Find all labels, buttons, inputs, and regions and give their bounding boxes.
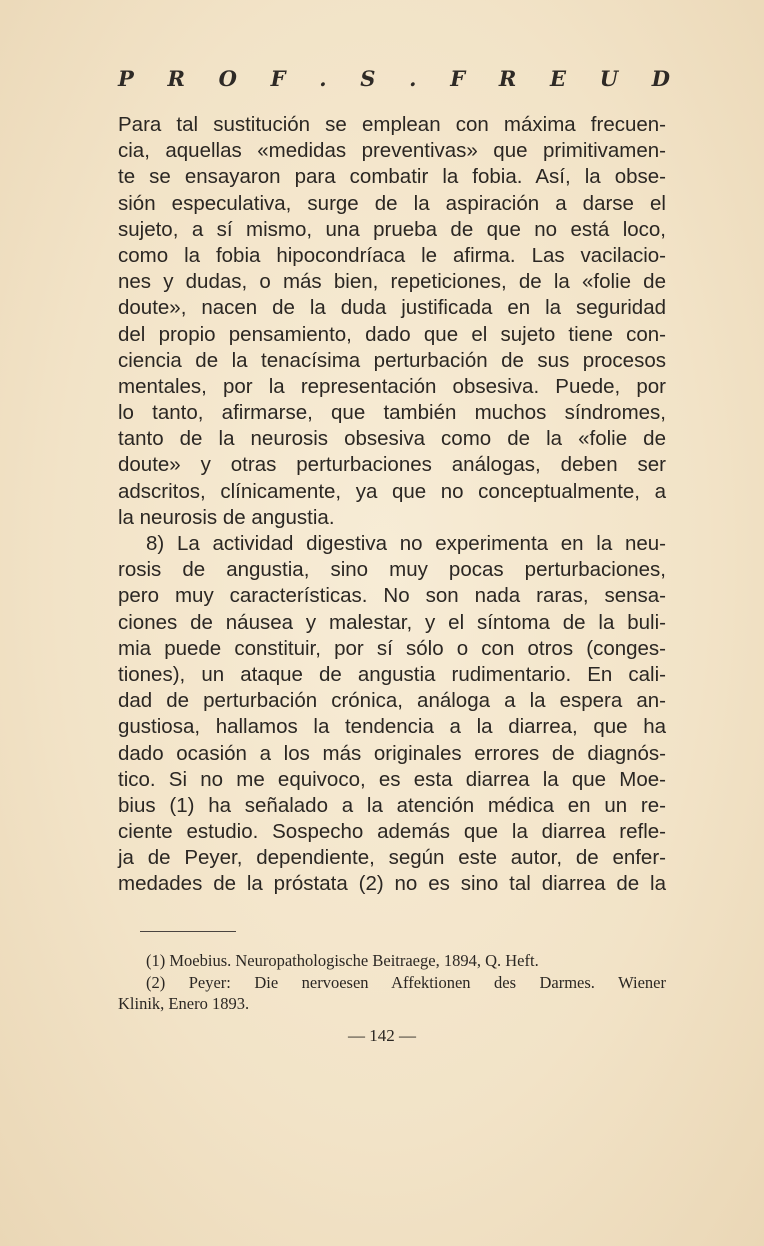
- text-line: gustiosa, hallamos la tendencia a la diarrea, que ha: [118, 715, 666, 739]
- text-line: doute», nacen de la duda justificada en la seguridad: [118, 296, 666, 320]
- text-line: bius (1) ha señalado a la atención médica en un re-: [118, 793, 666, 817]
- text-line: te se ensayaron para combatir la fobia. Así, la obse-: [118, 165, 666, 189]
- text-line: pero muy características. No son nada raras, sensa-: [118, 584, 666, 608]
- text-line: dad de perturbación crónica, análoga a la espera an-: [118, 689, 666, 713]
- text-line: ciente estudio. Sospecho además que la diarrea refle-: [118, 820, 666, 844]
- footnote-2: (2) Peyer: Die nervoesen Affektionen des Darmes. Wiener: [146, 972, 666, 992]
- running-head-letter: U: [599, 66, 619, 91]
- text-line: sión especulativa, surge de la aspiración a darse el: [118, 191, 666, 215]
- running-head-letter: F: [450, 66, 466, 91]
- page-number: — 142 —: [348, 1026, 416, 1045]
- text-line: adscritos, clínicamente, ya que no conceptualmente, a: [118, 479, 666, 503]
- running-head-letter: F: [270, 66, 286, 91]
- running-head-letter: E: [549, 66, 566, 91]
- text-line: rosis de angustia, sino muy pocas perturbaciones,: [118, 558, 666, 582]
- text-line: lo tanto, afirmarse, que también muchos síndromes,: [118, 401, 666, 425]
- text-line: Para tal sustitución se emplean con máxima frecuen-: [118, 113, 666, 136]
- text-line: medades de la próstata (2) no es sino tal diarrea de la: [118, 872, 666, 896]
- running-head-letter: D: [651, 66, 670, 91]
- text-line: 8) La actividad digestiva no experimenta en la neu-: [146, 532, 666, 555]
- text-line: del propio pensamiento, dado que el sujeto tiene con-: [118, 322, 666, 346]
- running-head-letter: S: [360, 66, 376, 91]
- running-head-letter: .: [409, 66, 417, 91]
- text-line: mentales, por la representación obsesiva. Puede, por: [118, 374, 666, 398]
- text-line: tanto de la neurosis obsesiva como de la «folie de: [118, 427, 666, 451]
- running-head-letter: O: [218, 66, 237, 91]
- text-line: sujeto, a sí mismo, una prueba de que no está loco,: [118, 217, 666, 241]
- footnote-2-continuation: Klinik, Enero 1893.: [118, 994, 250, 1013]
- text-line: la neurosis de angustia.: [118, 505, 335, 529]
- text-line: nes y dudas, o más bien, repeticiones, de la «folie de: [118, 270, 666, 294]
- running-head: [118, 66, 670, 91]
- text-line: ciones de náusea y malestar, y el síntoma de la buli-: [118, 610, 666, 634]
- running-head-letter: R: [167, 66, 185, 91]
- text-line: dado ocasión a los más originales errores de diagnós-: [118, 741, 666, 765]
- text-line: como la fobia hipocondríaca le afirma. Las vacilacio-: [118, 243, 666, 267]
- body-text: [118, 112, 666, 898]
- running-head-letter: .: [319, 66, 327, 91]
- text-line: mia puede constituir, por sí sólo o con otros (conges-: [118, 636, 666, 660]
- running-head-letter: R: [498, 66, 517, 91]
- text-line: tico. Si no me equivoco, es esta diarrea la que Moe-: [118, 767, 666, 791]
- text-line: ja de Peyer, dependiente, según este autor, de enfer-: [118, 846, 666, 870]
- text-line: ciencia de la tenacísima perturbación de sus procesos: [118, 348, 666, 372]
- text-line: cia, aquellas «medidas preventivas» que primitivamen-: [118, 139, 666, 163]
- text-line: doute» y otras perturbaciones análogas, deben ser: [118, 453, 666, 477]
- footnote-divider: [140, 931, 236, 932]
- footnotes: [118, 950, 666, 1015]
- running-head-letter: P: [118, 66, 134, 91]
- text-line: tiones), un ataque de angustia rudimentario. En cali-: [118, 662, 666, 686]
- footnote-1: (1) Moebius. Neuropathologische Beitraege, 1894, Q. Heft.: [146, 951, 539, 970]
